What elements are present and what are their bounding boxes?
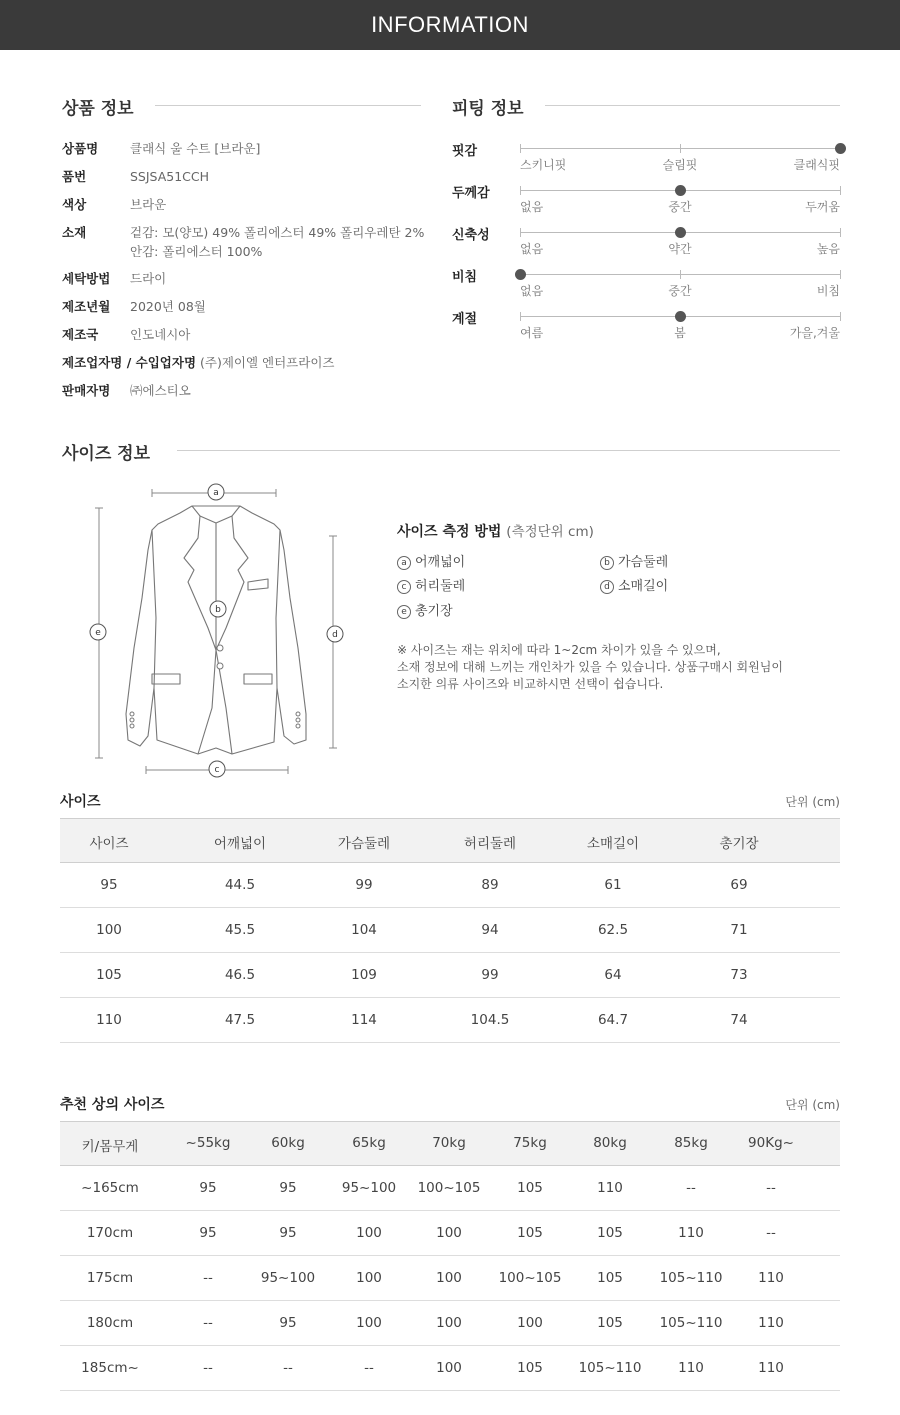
table-header-cell: 65kg [352, 1135, 386, 1151]
fit-label: 클래식핏 [793, 158, 840, 172]
measure-item-d: d 소매길이 [600, 575, 668, 594]
table-cell: -- [766, 1180, 776, 1196]
measure-method-title: 사이즈 측정 방법 (측정단위 cm) [397, 524, 594, 540]
fit-row [452, 226, 840, 266]
rec-table [60, 1121, 840, 1393]
table-row [60, 1166, 840, 1211]
table-cell: 95~100 [260, 1270, 316, 1286]
table-cell: 99 [481, 967, 499, 983]
size-table-unit: 단위 (cm) [785, 795, 840, 809]
fitting-info-title: 피팅 정보 [452, 99, 524, 119]
product-key: 색상 [62, 197, 87, 212]
table-cell: 110 [758, 1360, 784, 1376]
table-cell: 114 [351, 1012, 377, 1028]
table-cell: 62.5 [597, 922, 629, 938]
product-value: 겉감: 모(양모) 49% 폴리에스터 49% 폴리우레탄 2% [130, 225, 425, 240]
table-cell: 95~100 [341, 1180, 397, 1196]
table-cell: -- [203, 1270, 213, 1286]
table-cell: 44.5 [224, 877, 256, 893]
table-cell: 95 [279, 1180, 297, 1196]
table-cell: 100 [436, 1315, 462, 1331]
table-header-cell: 90Kg~ [748, 1135, 794, 1151]
product-key: 제조업자명 / 수입업자명 [62, 355, 197, 370]
fit-label: 중간 [668, 200, 692, 214]
fit-row [452, 310, 840, 350]
table-cell: 100 [436, 1225, 462, 1241]
size-table-title: 사이즈 [60, 794, 101, 810]
fit-label: 봄 [674, 326, 686, 340]
fit-row [452, 184, 840, 224]
table-cell: 185cm~ [81, 1360, 139, 1376]
product-key: 판매자명 [62, 383, 111, 398]
table-cell: 100 [436, 1360, 462, 1376]
fit-tick [840, 228, 841, 237]
fit-tick [520, 144, 521, 153]
table-cell: 100~105 [498, 1270, 562, 1286]
table-cell: 105 [96, 967, 122, 983]
table-cell: 100 [356, 1225, 382, 1241]
table-cell: 45.5 [224, 922, 256, 938]
table-cell: 74 [730, 1012, 748, 1028]
product-value-2: 안감: 폴리에스터 100% [130, 244, 263, 259]
table-row [60, 1256, 840, 1301]
fit-tick [520, 186, 521, 195]
table-header-cell: 70kg [432, 1135, 466, 1151]
marker-c-label: c [214, 765, 220, 775]
table-cell: 47.5 [224, 1012, 256, 1028]
table-cell: 100 [356, 1315, 382, 1331]
table-cell: 100 [96, 922, 122, 938]
table-row [60, 863, 840, 908]
table-header [60, 818, 840, 863]
product-key: 소재 [62, 225, 87, 240]
table-cell: 95 [199, 1180, 217, 1196]
marker-e-label: e [95, 628, 101, 638]
table-cell: 105 [597, 1270, 623, 1286]
table-cell: -- [203, 1360, 213, 1376]
product-key: 상품명 [62, 141, 99, 156]
product-value: 2020년 08월 [130, 299, 206, 314]
product-info-divider [155, 105, 421, 106]
fit-tick [520, 312, 521, 321]
size-note: ※ 사이즈는 재는 위치에 따라 1~2cm 차이가 있을 수 있으며, 소재 정보에 대해 느끼는 개인차가 있을 수 있습니다. 상품구매시 회원님이 소지한 의류 사이즈와 비교하시면 선택이 쉽습니다. [397, 643, 783, 691]
table-cell: -- [766, 1225, 776, 1241]
table-cell: 109 [351, 967, 377, 983]
table-cell: 99 [355, 877, 373, 893]
table-row [60, 908, 840, 953]
table-cell: 110 [678, 1360, 704, 1376]
fitting-info-divider [545, 105, 840, 106]
table-cell: 100 [436, 1270, 462, 1286]
product-key: 세탁방법 [62, 271, 111, 286]
table-cell: 175cm [86, 1270, 134, 1286]
table-cell: 110 [597, 1180, 623, 1196]
table-cell: 105 [597, 1225, 623, 1241]
fit-row [452, 142, 840, 182]
fit-selected-dot [515, 269, 526, 280]
jacket-size-diagram [80, 478, 360, 780]
table-cell: 69 [730, 877, 748, 893]
table-header-cell: 가슴둘레 [337, 836, 391, 852]
table-cell: 110 [758, 1315, 784, 1331]
product-value: 브라운 [130, 197, 167, 212]
table-row [60, 998, 840, 1043]
product-info-title: 상품 정보 [62, 99, 134, 119]
fit-label: 스키니핏 [520, 158, 567, 172]
table-cell: 95 [100, 877, 118, 893]
fit-label: 없음 [520, 284, 544, 298]
table-row [60, 1346, 840, 1391]
product-value: SSJSA51CCH [130, 169, 210, 184]
table-cell: 64 [604, 967, 622, 983]
measure-item-c: c 허리둘레 [397, 575, 465, 594]
table-cell: -- [686, 1180, 696, 1196]
measure-item-b: b 가슴둘레 [600, 551, 668, 570]
table-header-cell: 75kg [513, 1135, 547, 1151]
table-cell: 73 [730, 967, 748, 983]
fit-tick [680, 144, 681, 153]
product-value: 드라이 [130, 271, 167, 286]
table-cell: 64.7 [597, 1012, 629, 1028]
table-header-cell: 어깨넓이 [213, 836, 267, 852]
fit-label: 두꺼움 [805, 200, 840, 214]
product-key: 품번 [62, 169, 87, 184]
size-info-title: 사이즈 정보 [62, 444, 151, 464]
product-value: 인도네시아 [130, 327, 191, 342]
table-header [60, 1121, 840, 1166]
fit-label: 비침 [816, 284, 840, 298]
table-cell: -- [283, 1360, 293, 1376]
table-cell: 105 [597, 1315, 623, 1331]
table-cell: 71 [730, 922, 748, 938]
fit-key: 비침 [452, 270, 478, 285]
table-cell: 105~110 [659, 1270, 723, 1286]
product-key: 제조년월 [62, 299, 111, 314]
fit-tick [520, 228, 521, 237]
table-cell: 95 [199, 1225, 217, 1241]
fit-label: 없음 [520, 242, 544, 256]
table-cell: 95 [279, 1225, 297, 1241]
fit-label: 약간 [668, 242, 692, 256]
product-value: (주)제이엘 엔터프라이즈 [200, 355, 335, 370]
fit-label: 가을,겨울 [789, 326, 840, 340]
table-header-cell: ~55kg [185, 1135, 231, 1151]
fit-label: 중간 [668, 284, 692, 298]
product-value: ㈜에스티오 [130, 383, 191, 398]
table-cell: 110 [96, 1012, 122, 1028]
marker-a-label: a [213, 488, 219, 498]
fit-tick [840, 312, 841, 321]
table-header-cell: 소매길이 [586, 836, 640, 852]
table-header-cell: 총기장 [719, 836, 759, 852]
table-header-cell: 허리둘레 [463, 836, 517, 852]
rec-table-title: 추천 상의 사이즈 [60, 1097, 165, 1113]
fit-key: 두께감 [452, 186, 490, 201]
table-cell: 110 [758, 1270, 784, 1286]
table-row [60, 1301, 840, 1346]
table-cell: -- [364, 1360, 374, 1376]
table-cell: 46.5 [224, 967, 256, 983]
marker-b-label: b [215, 605, 221, 615]
table-cell: 105 [517, 1225, 543, 1241]
measure-method-unit: (측정단위 cm) [506, 524, 594, 540]
table-cell: 100 [356, 1270, 382, 1286]
table-cell: 105~110 [659, 1315, 723, 1331]
measure-item-a: a 어깨넓이 [397, 551, 465, 570]
fit-tick [840, 186, 841, 195]
fit-key: 계절 [452, 312, 478, 327]
table-cell: 95 [279, 1315, 297, 1331]
table-cell: 61 [604, 877, 622, 893]
table-cell: 94 [481, 922, 499, 938]
table-cell: 105 [517, 1180, 543, 1196]
size-info-divider [177, 450, 840, 451]
table-cell: 104.5 [470, 1012, 510, 1028]
fit-tick [680, 270, 681, 279]
table-header-cell: 60kg [271, 1135, 305, 1151]
measure-item-e: e 총기장 [397, 600, 453, 619]
fit-label: 없음 [520, 200, 544, 214]
fit-selected-dot [675, 227, 686, 238]
fit-label: 여름 [520, 326, 544, 340]
table-header-cell: 85kg [674, 1135, 708, 1151]
table-cell: ~165cm [81, 1180, 139, 1196]
table-cell: 100~105 [417, 1180, 481, 1196]
table-cell: 105 [517, 1360, 543, 1376]
fit-key: 핏감 [452, 144, 478, 159]
fit-row [452, 268, 840, 308]
fit-label: 높음 [816, 242, 840, 256]
table-cell: 104 [351, 922, 377, 938]
table-cell: -- [203, 1315, 213, 1331]
table-header-cell: 80kg [593, 1135, 627, 1151]
table-row [60, 1211, 840, 1256]
table-cell: 105~110 [578, 1360, 642, 1376]
fit-selected-dot [675, 311, 686, 322]
fit-selected-dot [835, 143, 846, 154]
table-header-cell: 키/몸무게 [81, 1139, 139, 1155]
table-cell: 100 [517, 1315, 543, 1331]
table-cell: 170cm [86, 1225, 134, 1241]
fit-tick [840, 270, 841, 279]
table-cell: 110 [678, 1225, 704, 1241]
table-cell: 180cm [86, 1315, 134, 1331]
product-key: 제조국 [62, 327, 99, 342]
rec-table-unit: 단위 (cm) [785, 1098, 840, 1112]
fit-label: 슬림핏 [662, 158, 698, 172]
size-table [60, 818, 840, 1050]
marker-d-label: d [332, 630, 338, 640]
information-header: INFORMATION [0, 0, 900, 50]
product-value: 클래식 울 수트 [브라운] [130, 141, 261, 156]
table-cell: 89 [481, 877, 499, 893]
measure-method [397, 520, 837, 541]
table-row [60, 953, 840, 998]
fit-selected-dot [675, 185, 686, 196]
table-header-cell: 사이즈 [89, 836, 129, 852]
fit-key: 신축성 [452, 228, 490, 243]
